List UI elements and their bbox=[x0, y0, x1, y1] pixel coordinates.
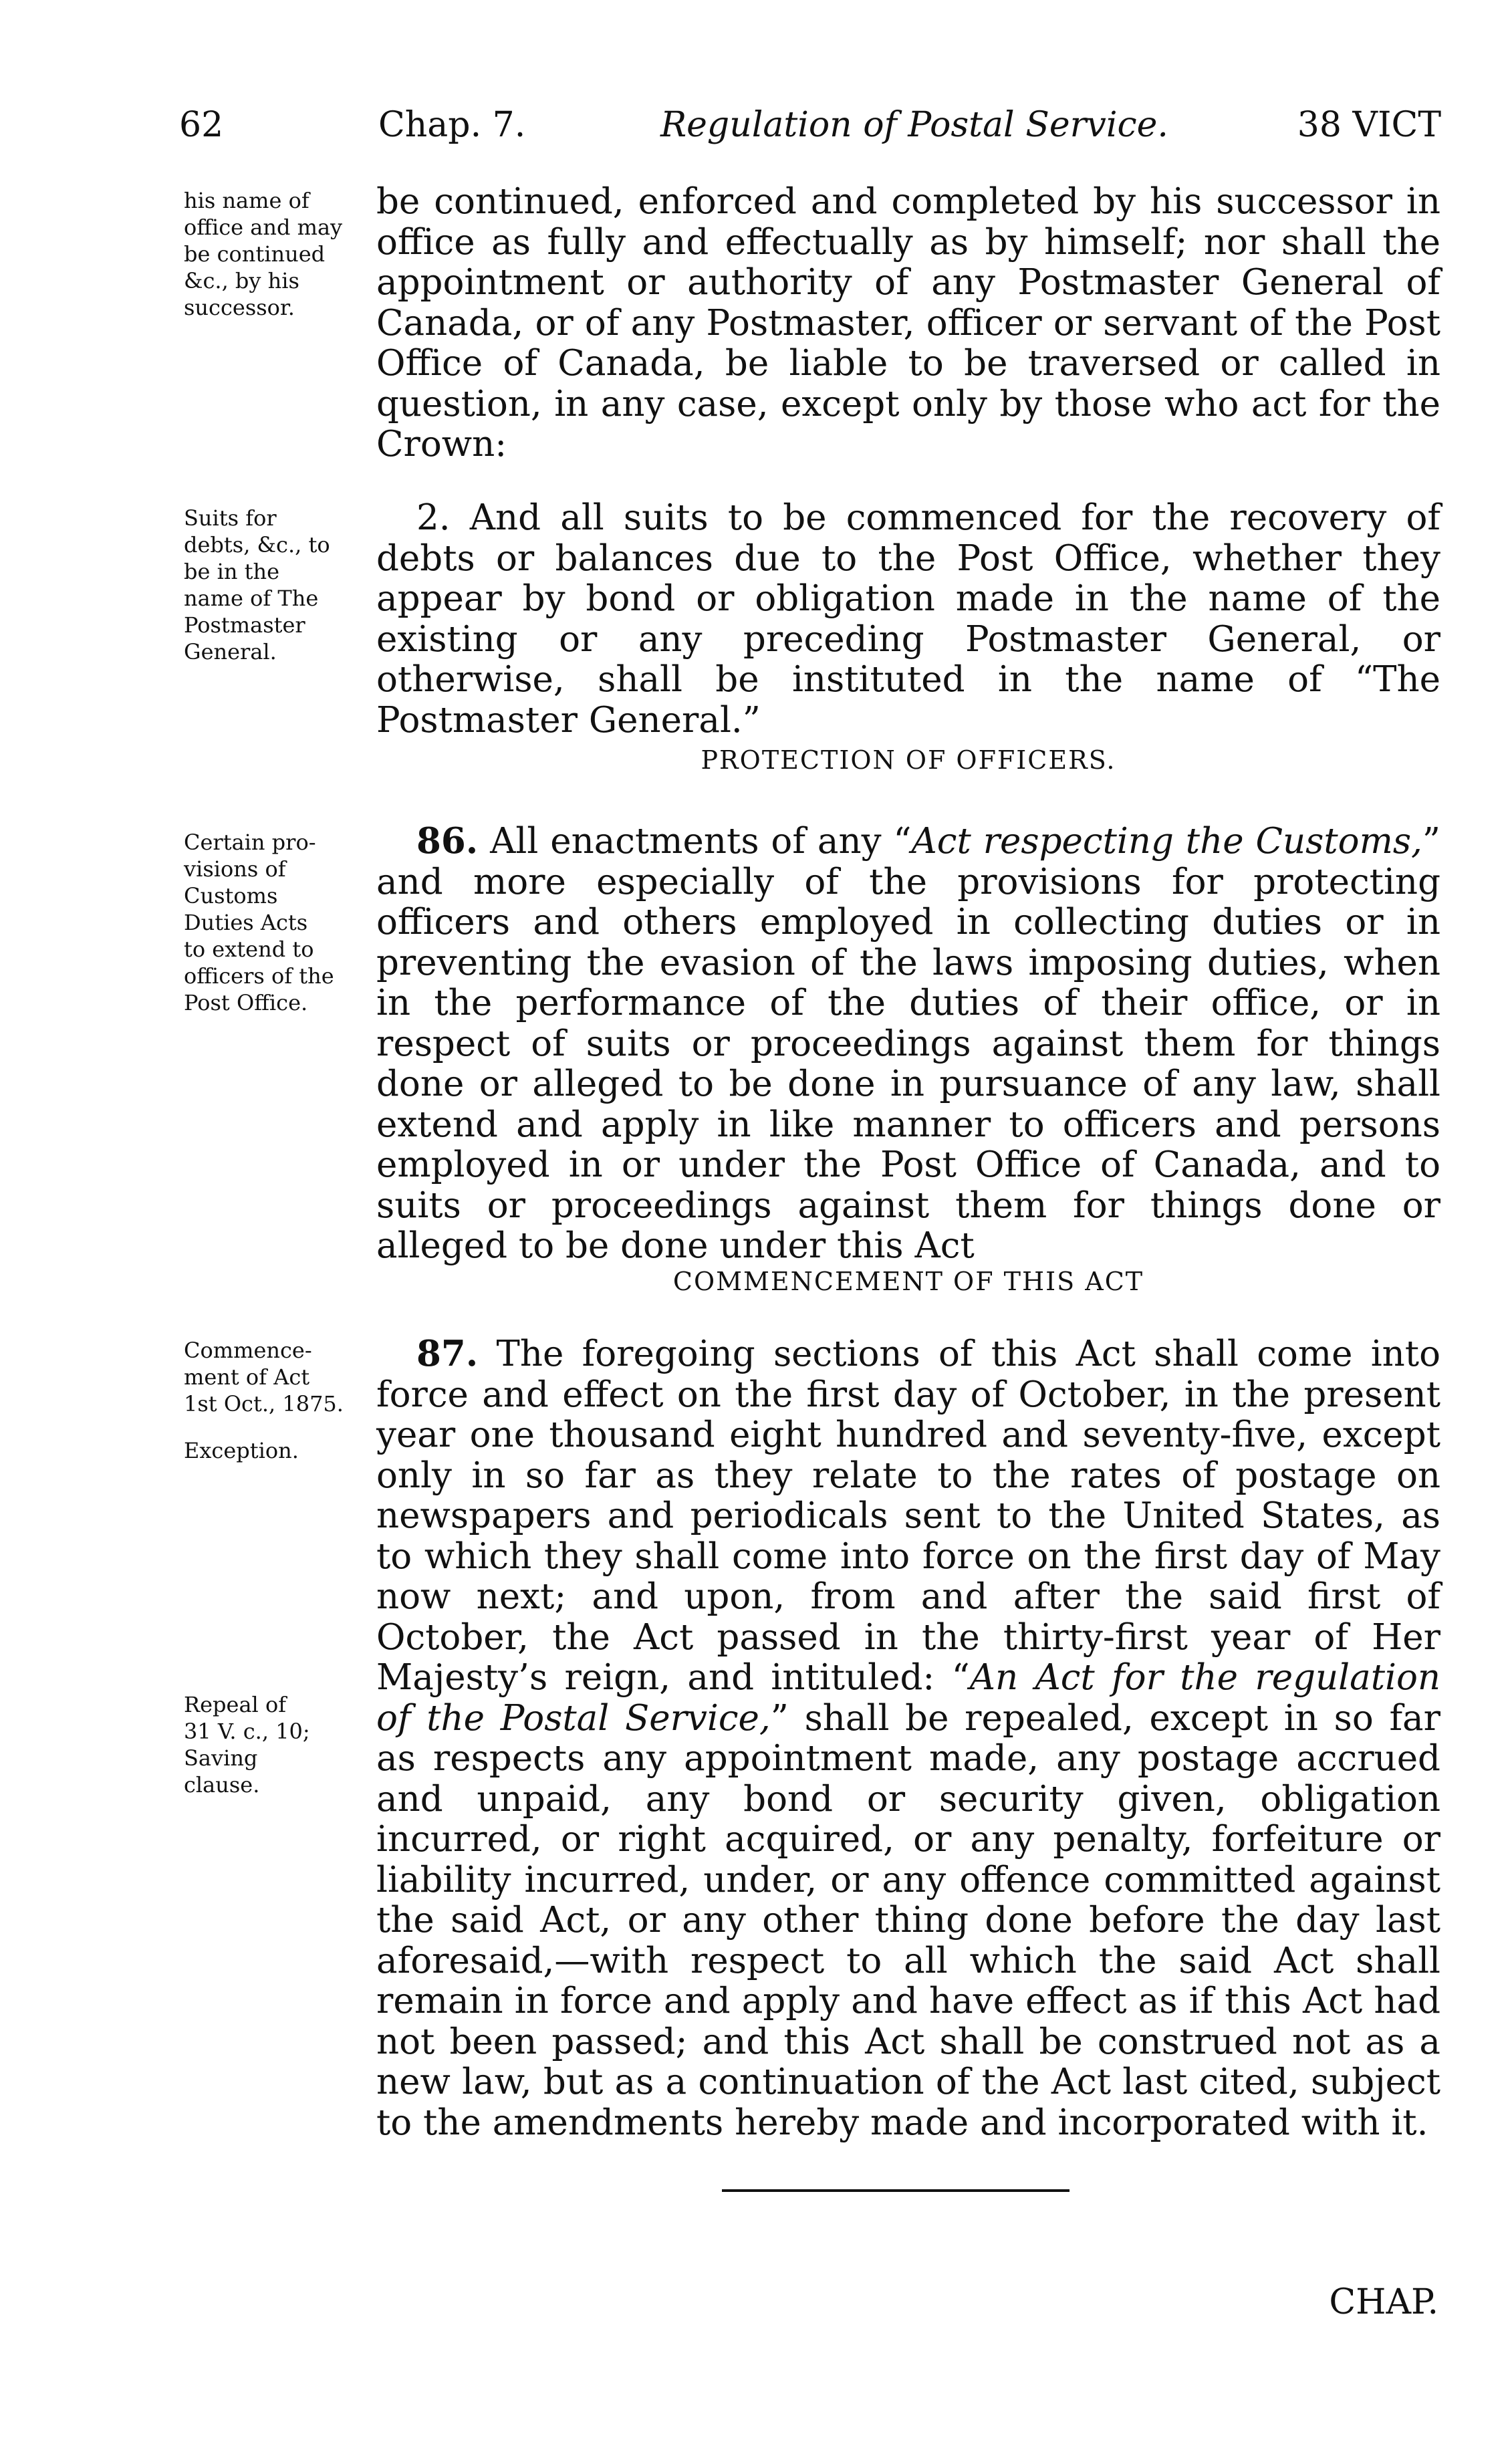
clause-number: 2. bbox=[416, 497, 451, 538]
section-number: 86. bbox=[416, 820, 479, 862]
sidenote-commencement: Commence- ment of Act 1st Oct., 1875. bbox=[184, 1338, 344, 1416]
section-86 bbox=[376, 821, 1440, 1267]
section-85-clause-2 bbox=[376, 498, 1440, 741]
heading-protection-of-officers: PROTECTION OF OFFICERS. bbox=[701, 745, 1116, 775]
paragraph-2 bbox=[376, 498, 1440, 741]
section-number: 87. bbox=[416, 1333, 479, 1374]
closing-rule bbox=[722, 2189, 1069, 2192]
sidenote-exception: Exception. bbox=[184, 1438, 299, 1463]
sidenote-suits: Suits for debts, &c., to be in the name of The Postmaster General. bbox=[184, 505, 330, 664]
paragraph-3 bbox=[376, 821, 1440, 1267]
running-header bbox=[179, 102, 1441, 148]
sidenote-repeal: Repeal of 31 V. c., 10; Saving clause. bbox=[184, 1692, 310, 1798]
section-text-b: ” and more especially of the provisions for protecting officers and others employed in collecting duties or in preventing the evasion of the laws imposing duties, when in the performance of the duties of their office, or in respect of suits or proceedings against them for things done or alleged to be done in pursuance of any law, shall extend and apply in like manner to officers and persons employed in or under the Post Office of Canada, and to suits or proceedings against them for things done or alleged to be done under this Act bbox=[376, 821, 1440, 1266]
running-title: Regulation of Postal Service. bbox=[660, 105, 1168, 145]
section-text-a: The foregoing sections of this Act shall come into force and effect on the first day of October, in the present year one thousand eight hundred and seventy-five, except only in so far as they relate to the rates of postage on newspapers and periodicals sent to the United States, as to which they shall come into force on the first day of May now next; and upon, from and after the said first of October, the Act passed in the thirty-first year of Her Majesty’s reign, and intituled: “ bbox=[376, 1334, 1441, 1698]
sidenote-customs: Certain pro- visions of Customs Duties Acts to extend to officers of the Post Office. bbox=[184, 830, 334, 1015]
sidenote-successor: his name of office and may be continued &c., by his successor. bbox=[184, 188, 343, 320]
section-85-continuation bbox=[376, 182, 1440, 465]
catchword: CHAP. bbox=[1329, 2282, 1438, 2322]
paragraph-1: be continued, enforced and completed by his successor in office as fully and effectually as by himself; nor shall the appointment or authority of any Postmaster General of Canada, or of any Postmaster, officer or servant of the Post Office of Canada, be liable to be traversed or called in question, in any case, except only by those who act for the Crown: bbox=[376, 181, 1440, 465]
act-title: An Act for the regulation of the Postal Service, bbox=[376, 1657, 1440, 1739]
heading-commencement: COMMENCEMENT OF THIS ACT bbox=[672, 1267, 1144, 1296]
act-title: Act respecting the Customs, bbox=[911, 821, 1422, 862]
page-number: 62 bbox=[179, 105, 224, 145]
section-text-b: ” shall be repealed, except in so far as respects any appointment made, any postage accrued and unpaid, any bond or security given, obligation incurred, or right acquired, or any penalty, forfeiture or liability incurred, under, or any offence committed against the said Act, or any other thing done before the day last aforesaid,—with respect to all which the said Act shall remain in force and apply and have effect as if this Act had not been passed; and this Act shall be construed not as a new law, but as a continuation of the Act last cited, subject to the amendments hereby made and incorporated with it. bbox=[376, 1697, 1440, 2143]
regnal-year: 38 VICT bbox=[1297, 105, 1441, 145]
clause-text: And all suits to be commenced for the recovery of debts or balances due to the Post Office, whether they appear by bond or obligation made in the name of the existing or any preceding Postmaster General, or otherwise, shall be instituted in the name of “The Postmaster General.” bbox=[376, 497, 1440, 741]
chapter-label: Chap. 7. bbox=[378, 105, 526, 145]
paragraph-4 bbox=[376, 1334, 1440, 2143]
section-87 bbox=[376, 1334, 1440, 2143]
section-text-a: All enactments of any “ bbox=[490, 821, 912, 862]
